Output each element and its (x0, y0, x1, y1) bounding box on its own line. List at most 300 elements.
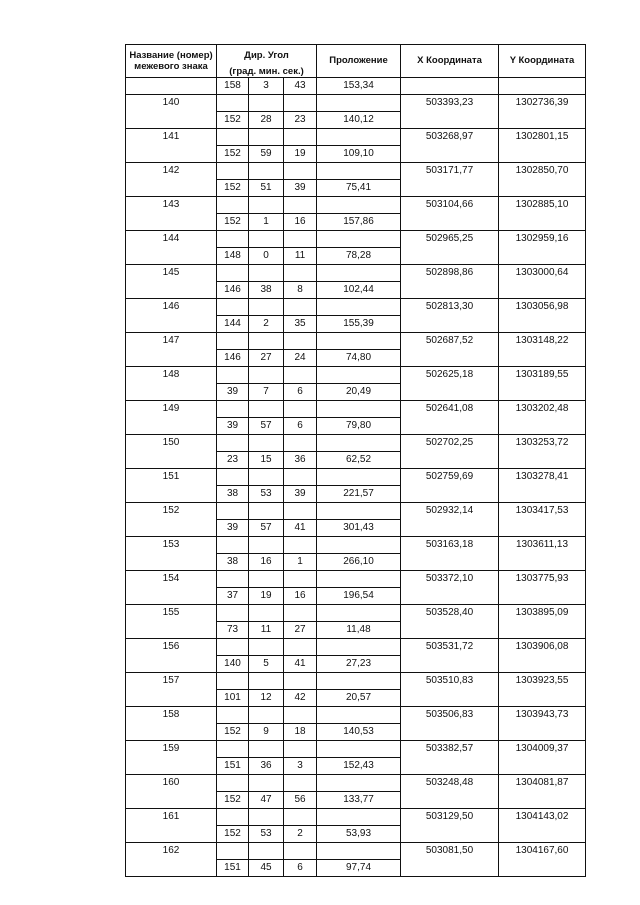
point-seconds-cell (284, 197, 317, 214)
x-coordinate-cell: 503506,83 (401, 707, 499, 724)
angle-seconds-cell: 6 (284, 418, 317, 435)
angle-seconds-cell: 36 (284, 452, 317, 469)
segment-row (126, 78, 586, 95)
segment-row (126, 384, 586, 401)
segment-y-cell (499, 384, 586, 401)
segment-row (126, 622, 586, 639)
segment-name-cell (126, 384, 217, 401)
segment-name-cell (126, 758, 217, 775)
point-seconds-cell (284, 129, 317, 146)
coordinates-sheet (125, 44, 586, 877)
segment-y-cell (499, 554, 586, 571)
point-degrees-cell (217, 401, 249, 418)
point-distance-cell (317, 809, 401, 826)
point-name-cell: 149 (126, 401, 217, 418)
distance-cell: 155,39 (317, 316, 401, 333)
segment-y-cell (499, 214, 586, 231)
segment-y-cell (499, 350, 586, 367)
point-minutes-cell (249, 333, 284, 350)
y-coordinate-cell: 1303943,73 (499, 707, 586, 724)
distance-cell: 102,44 (317, 282, 401, 299)
point-degrees-cell (217, 571, 249, 588)
header-name (126, 45, 217, 78)
segment-row (126, 350, 586, 367)
segment-x-cell (401, 418, 499, 435)
segment-x-cell (401, 78, 499, 95)
point-degrees-cell (217, 469, 249, 486)
angle-seconds-cell: 41 (284, 520, 317, 537)
point-distance-cell (317, 197, 401, 214)
point-row (126, 469, 586, 486)
angle-seconds-cell: 19 (284, 146, 317, 163)
segment-name-cell (126, 214, 217, 231)
angle-degrees-cell: 39 (217, 418, 249, 435)
y-coordinate-cell: 1303148,22 (499, 333, 586, 350)
segment-name-cell (126, 520, 217, 537)
segment-x-cell (401, 656, 499, 673)
angle-degrees-cell: 152 (217, 112, 249, 129)
segment-row (126, 758, 586, 775)
point-seconds-cell (284, 95, 317, 112)
x-coordinate-cell: 503081,50 (401, 843, 499, 860)
angle-seconds-cell: 3 (284, 758, 317, 775)
y-coordinate-cell: 1303611,13 (499, 537, 586, 554)
angle-seconds-cell: 35 (284, 316, 317, 333)
distance-cell: 157,86 (317, 214, 401, 231)
table-body (126, 78, 586, 877)
point-distance-cell (317, 775, 401, 792)
angle-degrees-cell: 152 (217, 724, 249, 741)
angle-seconds-cell: 23 (284, 112, 317, 129)
angle-degrees-cell: 152 (217, 146, 249, 163)
segment-row (126, 860, 586, 877)
point-row (126, 299, 586, 316)
angle-minutes-cell: 2 (249, 316, 284, 333)
point-seconds-cell (284, 673, 317, 690)
segment-row (126, 282, 586, 299)
header-angle (217, 45, 317, 66)
distance-cell: 53,93 (317, 826, 401, 843)
header-distance: Проложение (317, 45, 401, 78)
x-coordinate-cell: 503163,18 (401, 537, 499, 554)
segment-name-cell (126, 282, 217, 299)
point-seconds-cell (284, 503, 317, 520)
segment-y-cell (499, 282, 586, 299)
segment-y-cell (499, 78, 586, 95)
segment-row (126, 316, 586, 333)
angle-degrees-cell: 39 (217, 384, 249, 401)
y-coordinate-cell: 1304009,37 (499, 741, 586, 758)
angle-seconds-cell: 18 (284, 724, 317, 741)
point-row (126, 265, 586, 282)
point-minutes-cell (249, 197, 284, 214)
point-seconds-cell (284, 367, 317, 384)
point-degrees-cell (217, 265, 249, 282)
distance-cell: 20,57 (317, 690, 401, 707)
point-row (126, 537, 586, 554)
segment-x-cell (401, 588, 499, 605)
segment-y-cell (499, 656, 586, 673)
segment-row (126, 690, 586, 707)
point-minutes-cell (249, 809, 284, 826)
x-coordinate-cell: 503393,23 (401, 95, 499, 112)
point-row (126, 639, 586, 656)
point-seconds-cell (284, 435, 317, 452)
x-coordinate-cell: 502813,30 (401, 299, 499, 316)
point-name-cell: 158 (126, 707, 217, 724)
point-degrees-cell (217, 163, 249, 180)
angle-minutes-cell: 0 (249, 248, 284, 265)
segment-row (126, 452, 586, 469)
angle-degrees-cell: 38 (217, 554, 249, 571)
point-degrees-cell (217, 367, 249, 384)
point-distance-cell (317, 435, 401, 452)
point-row (126, 775, 586, 792)
segment-name-cell (126, 316, 217, 333)
angle-seconds-cell: 16 (284, 588, 317, 605)
angle-seconds-cell: 8 (284, 282, 317, 299)
point-distance-cell (317, 95, 401, 112)
segment-row (126, 792, 586, 809)
segment-name-cell (126, 690, 217, 707)
segment-name-cell (126, 792, 217, 809)
angle-minutes-cell: 57 (249, 520, 284, 537)
y-coordinate-cell: 1302736,39 (499, 95, 586, 112)
point-row (126, 605, 586, 622)
segment-name-cell (126, 248, 217, 265)
angle-degrees-cell: 23 (217, 452, 249, 469)
angle-seconds-cell: 39 (284, 486, 317, 503)
segment-x-cell (401, 826, 499, 843)
segment-x-cell (401, 316, 499, 333)
angle-minutes-cell: 3 (249, 78, 284, 95)
distance-cell: 78,28 (317, 248, 401, 265)
segment-name-cell (126, 146, 217, 163)
segment-name-cell (126, 350, 217, 367)
point-minutes-cell (249, 299, 284, 316)
segment-name-cell (126, 112, 217, 129)
angle-minutes-cell: 9 (249, 724, 284, 741)
y-coordinate-cell: 1303923,55 (499, 673, 586, 690)
header-angle-units-label: (град. мин. сек.) (229, 65, 304, 77)
y-coordinate-cell: 1302885,10 (499, 197, 586, 214)
x-coordinate-cell: 503531,72 (401, 639, 499, 656)
point-row (126, 401, 586, 418)
segment-x-cell (401, 792, 499, 809)
angle-seconds-cell: 27 (284, 622, 317, 639)
segment-row (126, 418, 586, 435)
point-distance-cell (317, 469, 401, 486)
segment-row (126, 180, 586, 197)
angle-seconds-cell: 11 (284, 248, 317, 265)
segment-row (126, 554, 586, 571)
y-coordinate-cell: 1303417,53 (499, 503, 586, 520)
point-name-cell: 145 (126, 265, 217, 282)
point-distance-cell (317, 503, 401, 520)
angle-minutes-cell: 19 (249, 588, 284, 605)
segment-row (126, 214, 586, 231)
point-name-cell: 155 (126, 605, 217, 622)
y-coordinate-cell: 1303056,98 (499, 299, 586, 316)
point-degrees-cell (217, 809, 249, 826)
x-coordinate-cell: 503372,10 (401, 571, 499, 588)
segment-x-cell (401, 452, 499, 469)
angle-degrees-cell: 152 (217, 214, 249, 231)
y-coordinate-cell: 1303895,09 (499, 605, 586, 622)
segment-row (126, 146, 586, 163)
point-minutes-cell (249, 231, 284, 248)
angle-degrees-cell: 152 (217, 180, 249, 197)
point-row (126, 809, 586, 826)
point-minutes-cell (249, 605, 284, 622)
segment-y-cell (499, 860, 586, 877)
segment-x-cell (401, 112, 499, 129)
point-name-cell: 141 (126, 129, 217, 146)
angle-degrees-cell: 152 (217, 826, 249, 843)
point-distance-cell (317, 673, 401, 690)
y-coordinate-cell: 1304167,60 (499, 843, 586, 860)
distance-cell: 27,23 (317, 656, 401, 673)
angle-minutes-cell: 51 (249, 180, 284, 197)
angle-seconds-cell: 1 (284, 554, 317, 571)
point-name-cell: 161 (126, 809, 217, 826)
point-seconds-cell (284, 707, 317, 724)
y-coordinate-cell: 1303906,08 (499, 639, 586, 656)
point-distance-cell (317, 265, 401, 282)
distance-cell: 140,12 (317, 112, 401, 129)
x-coordinate-cell: 503129,50 (401, 809, 499, 826)
point-seconds-cell (284, 605, 317, 622)
point-name-cell: 150 (126, 435, 217, 452)
segment-x-cell (401, 180, 499, 197)
segment-row (126, 520, 586, 537)
point-row (126, 333, 586, 350)
distance-cell: 152,43 (317, 758, 401, 775)
point-name-cell: 152 (126, 503, 217, 520)
point-name-cell: 147 (126, 333, 217, 350)
angle-seconds-cell: 2 (284, 826, 317, 843)
angle-seconds-cell: 16 (284, 214, 317, 231)
segment-y-cell (499, 316, 586, 333)
segment-y-cell (499, 112, 586, 129)
distance-cell: 153,34 (317, 78, 401, 95)
segment-name-cell (126, 656, 217, 673)
point-name-cell: 146 (126, 299, 217, 316)
point-minutes-cell (249, 707, 284, 724)
segment-y-cell (499, 418, 586, 435)
angle-minutes-cell: 45 (249, 860, 284, 877)
y-coordinate-cell: 1303278,41 (499, 469, 586, 486)
segment-x-cell (401, 622, 499, 639)
segment-x-cell (401, 146, 499, 163)
point-minutes-cell (249, 469, 284, 486)
angle-seconds-cell: 39 (284, 180, 317, 197)
angle-degrees-cell: 37 (217, 588, 249, 605)
distance-cell: 11,48 (317, 622, 401, 639)
distance-cell: 221,57 (317, 486, 401, 503)
segment-x-cell (401, 724, 499, 741)
segment-y-cell (499, 826, 586, 843)
point-distance-cell (317, 367, 401, 384)
point-minutes-cell (249, 741, 284, 758)
segment-x-cell (401, 486, 499, 503)
point-name-cell: 153 (126, 537, 217, 554)
point-distance-cell (317, 537, 401, 554)
point-row (126, 503, 586, 520)
segment-row (126, 486, 586, 503)
point-distance-cell (317, 129, 401, 146)
point-degrees-cell (217, 197, 249, 214)
point-row (126, 741, 586, 758)
point-minutes-cell (249, 673, 284, 690)
angle-seconds-cell: 56 (284, 792, 317, 809)
point-degrees-cell (217, 435, 249, 452)
point-degrees-cell (217, 843, 249, 860)
angle-minutes-cell: 36 (249, 758, 284, 775)
point-row (126, 129, 586, 146)
segment-x-cell (401, 214, 499, 231)
segment-name-cell (126, 826, 217, 843)
point-distance-cell (317, 571, 401, 588)
segment-y-cell (499, 622, 586, 639)
distance-cell: 97,74 (317, 860, 401, 877)
point-distance-cell (317, 299, 401, 316)
point-distance-cell (317, 707, 401, 724)
angle-seconds-cell: 41 (284, 656, 317, 673)
point-seconds-cell (284, 775, 317, 792)
segment-y-cell (499, 588, 586, 605)
segment-y-cell (499, 486, 586, 503)
angle-seconds-cell: 43 (284, 78, 317, 95)
angle-minutes-cell: 53 (249, 826, 284, 843)
x-coordinate-cell: 502687,52 (401, 333, 499, 350)
point-degrees-cell (217, 673, 249, 690)
angle-degrees-cell: 39 (217, 520, 249, 537)
angle-minutes-cell: 11 (249, 622, 284, 639)
point-degrees-cell (217, 333, 249, 350)
segment-name-cell (126, 724, 217, 741)
point-seconds-cell (284, 571, 317, 588)
angle-seconds-cell: 6 (284, 384, 317, 401)
segment-row (126, 248, 586, 265)
angle-minutes-cell: 53 (249, 486, 284, 503)
point-seconds-cell (284, 469, 317, 486)
segment-x-cell (401, 554, 499, 571)
point-degrees-cell (217, 95, 249, 112)
point-distance-cell (317, 333, 401, 350)
point-name-cell: 154 (126, 571, 217, 588)
angle-minutes-cell: 27 (249, 350, 284, 367)
boundary-coordinates-table (125, 44, 586, 877)
angle-minutes-cell: 59 (249, 146, 284, 163)
angle-minutes-cell: 38 (249, 282, 284, 299)
point-name-cell: 157 (126, 673, 217, 690)
point-seconds-cell (284, 843, 317, 860)
angle-degrees-cell: 146 (217, 282, 249, 299)
point-name-cell: 160 (126, 775, 217, 792)
point-name-cell: 144 (126, 231, 217, 248)
angle-minutes-cell: 28 (249, 112, 284, 129)
angle-minutes-cell: 7 (249, 384, 284, 401)
header-x: X Координата (401, 45, 499, 78)
point-row (126, 163, 586, 180)
header-y: Y Координата (499, 45, 586, 78)
point-seconds-cell (284, 809, 317, 826)
point-minutes-cell (249, 163, 284, 180)
point-distance-cell (317, 605, 401, 622)
y-coordinate-cell: 1302850,70 (499, 163, 586, 180)
distance-cell: 62,52 (317, 452, 401, 469)
point-distance-cell (317, 401, 401, 418)
point-minutes-cell (249, 95, 284, 112)
point-distance-cell (317, 741, 401, 758)
segment-row (126, 826, 586, 843)
x-coordinate-cell: 502898,86 (401, 265, 499, 282)
point-degrees-cell (217, 741, 249, 758)
header-angle-label: Дир. Угол (244, 49, 289, 61)
segment-row (126, 588, 586, 605)
distance-cell: 196,54 (317, 588, 401, 605)
point-name-cell: 151 (126, 469, 217, 486)
segment-x-cell (401, 350, 499, 367)
point-row (126, 95, 586, 112)
segment-x-cell (401, 690, 499, 707)
distance-cell: 109,10 (317, 146, 401, 163)
segment-x-cell (401, 282, 499, 299)
segment-name-cell (126, 452, 217, 469)
y-coordinate-cell: 1304143,02 (499, 809, 586, 826)
x-coordinate-cell: 503510,83 (401, 673, 499, 690)
point-distance-cell (317, 231, 401, 248)
y-coordinate-cell: 1302959,16 (499, 231, 586, 248)
distance-cell: 20,49 (317, 384, 401, 401)
point-name-cell: 143 (126, 197, 217, 214)
segment-name-cell (126, 418, 217, 435)
segment-x-cell (401, 248, 499, 265)
point-degrees-cell (217, 537, 249, 554)
x-coordinate-cell: 503248,48 (401, 775, 499, 792)
point-name-cell: 140 (126, 95, 217, 112)
x-coordinate-cell: 502965,25 (401, 231, 499, 248)
point-minutes-cell (249, 503, 284, 520)
point-degrees-cell (217, 231, 249, 248)
distance-cell: 301,43 (317, 520, 401, 537)
point-minutes-cell (249, 571, 284, 588)
segment-y-cell (499, 146, 586, 163)
y-coordinate-cell: 1302801,15 (499, 129, 586, 146)
segment-name-cell (126, 180, 217, 197)
point-seconds-cell (284, 537, 317, 554)
point-minutes-cell (249, 775, 284, 792)
segment-name-cell (126, 860, 217, 877)
point-name-cell: 148 (126, 367, 217, 384)
angle-minutes-cell: 1 (249, 214, 284, 231)
distance-cell: 266,10 (317, 554, 401, 571)
segment-row (126, 656, 586, 673)
point-minutes-cell (249, 129, 284, 146)
distance-cell: 140,53 (317, 724, 401, 741)
point-seconds-cell (284, 401, 317, 418)
point-name-cell: 159 (126, 741, 217, 758)
point-seconds-cell (284, 231, 317, 248)
segment-name-cell (126, 588, 217, 605)
point-distance-cell (317, 843, 401, 860)
segment-y-cell (499, 690, 586, 707)
point-name-cell: 142 (126, 163, 217, 180)
point-row (126, 197, 586, 214)
segment-x-cell (401, 384, 499, 401)
segment-name-cell (126, 78, 217, 95)
